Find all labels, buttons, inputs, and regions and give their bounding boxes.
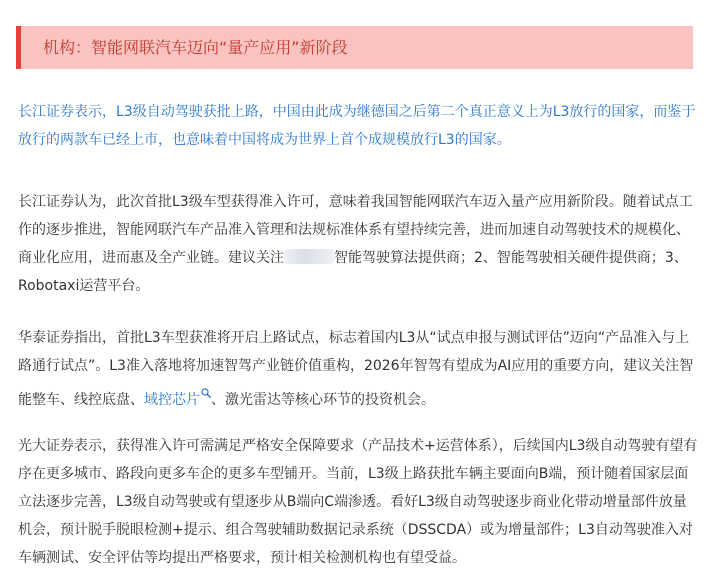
section-heading (16, 26, 693, 69)
paragraph-changjiang-text: 长江证券认为，此次首批L3级车型获得准入许可，意味着我国智能网联汽车迈入量产应用新阶段。随着试点工作的逐步推进，智能网联汽车产品准入管理和法规标准体系有望持续完善，进而加速自动驾驶技术的规模化、商业化应用，进而惠及全产业链。建议关注 (18, 194, 693, 266)
paragraph-changjiang (18, 188, 698, 300)
section-heading-text: 机构：智能网联汽车迈向“量产应用”新阶段 (43, 38, 348, 57)
search-icon[interactable] (201, 380, 211, 390)
paragraph-intro: 长江证券表示，L3级自动驾驶获批上路，中国由此成为继德国之后第二个真正意义上为L3放行的国家，而鉴于放行的两款车已经上市，也意味着中国将成为世界上首个成规模放行L3的国家。 (18, 104, 696, 148)
paragraph-everbright: 光大证券表示，获得准入许可需满足严格安全保障要求（产品技术+运营体系），后续国内L3级自动驾驶有望有序在更多城市、路段向更多车企的更多车型铺开。当前，L3级上路获批车辆主要面向B端，预计随着国家层面立法逐步完善，L3级自动驾驶或有望逐步从B端向C端渗透。看好L3级自动驾驶逐步商业化带动增量部件放量机会，预计脱手脱眼检测+提示、组合驾驶辅助数据记录系统（DSSCDA）或为增量部件；L3自动驾驶准入对车辆测试、安全评估等均提出严格要求，预计相关检测机构也有望受益。 (18, 438, 698, 566)
paragraph-huatai (18, 324, 698, 414)
paragraph-huatai-text: 华泰证券指出，首批L3车型获准将开启上路试点，标志着国内L3从“试点申报与测试评估”迈向“产品准入与上路通行试点”。L3准入落地将加速智驾产业链价值重构，2026年智驾有望成为AI应用的重要方向，建议关注智能整车、线控底盘、 (18, 330, 694, 408)
paragraph-changjiang-text-tail: 智能驾驶算法提供商；2、智能驾驶相关硬件提供商；3、Robotaxi运营平台。 (18, 250, 688, 294)
keyword-link[interactable]: 域控芯片 (144, 392, 200, 408)
paragraph-huatai-text-tail: 、激光雷达等核心环节的投资机会。 (211, 392, 435, 408)
redacted-blur (284, 249, 334, 264)
